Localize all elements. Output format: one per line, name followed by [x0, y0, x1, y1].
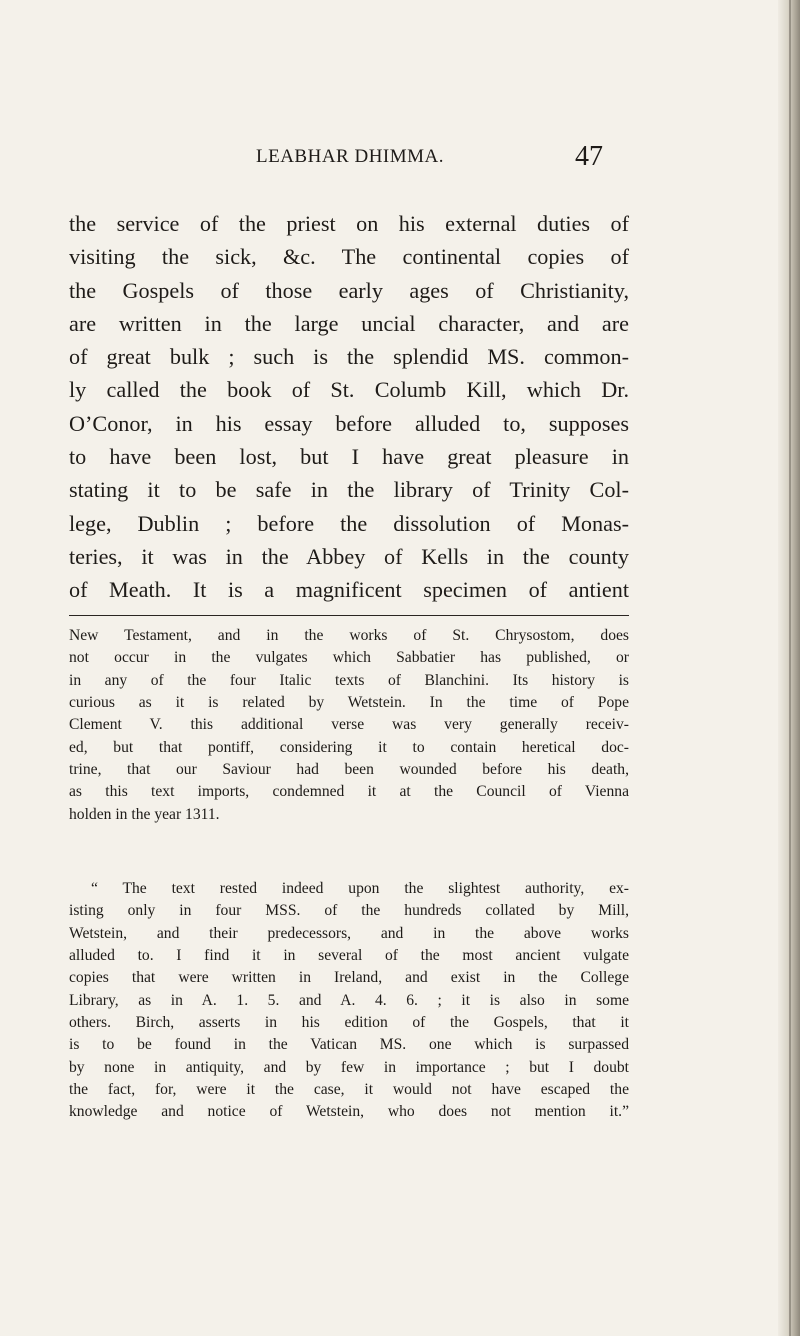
footnote-line: is to be found in the Vatican MS. one which is surpassed — [69, 1036, 629, 1054]
text-line: O’Conor, in his essay before alluded to, supposes — [69, 410, 629, 436]
text-line: the Gospels of those early ages of Christianity, — [69, 277, 629, 303]
book-spine-edge — [789, 0, 791, 1336]
footnote-line: New Testament, and in the works of St. Chrysostom, does — [69, 627, 629, 644]
footnote-paragraph-1 — [69, 625, 629, 826]
footnote-paragraph-2 — [69, 878, 629, 1124]
footnote-line: Clement V. this additional verse was very generally receiv- — [69, 716, 629, 734]
main-text — [69, 207, 629, 607]
text-line: to have been lost, but I have great pleasure in — [69, 444, 629, 470]
footnote-divider — [69, 615, 629, 616]
footnote-line: holden in the year 1311. — [69, 805, 220, 823]
footnote-line: trine, that our Saviour had been wounded before his death, — [69, 761, 629, 779]
text-line: of Meath. It is a magnificent specimen of antient — [69, 577, 629, 603]
footnote-line: Wetstein, and their predecessors, and in the above works — [69, 924, 629, 942]
page-number: 47 — [575, 141, 603, 172]
footnote-line: “ The text rested indeed upon the slightest authority, ex- — [91, 880, 629, 897]
footnote-line: knowledge and notice of Wetstein, who does not mention it.” — [69, 1103, 629, 1121]
text-line: teries, it was in the Abbey of Kells in the county — [69, 543, 629, 569]
footnote-line: curious as it is related by Wetstein. In the time of Pope — [69, 694, 629, 712]
footnote-line: others. Birch, asserts in his edition of the Gospels, that it — [69, 1014, 629, 1032]
text-line: of great bulk ; such is the splendid MS. common- — [69, 344, 629, 370]
footnote-line: alluded to. I find it in several of the most ancient vulgate — [69, 947, 629, 965]
text-line: are written in the large uncial character, and are — [69, 310, 629, 336]
footnote-line: Library, as in A. 1. 5. and A. 4. 6. ; it is also in some — [69, 991, 629, 1009]
page-header — [0, 141, 800, 186]
footnote-line: in any of the four Italic texts of Blanchini. Its history is — [69, 671, 629, 689]
footnote-line: as this text imports, condemned it at the Council of Vienna — [69, 783, 629, 801]
footnote-line: not occur in the vulgates which Sabbatier has published, or — [69, 649, 629, 667]
footnote-line: the fact, for, were it the case, it would not have escaped the — [69, 1081, 629, 1099]
text-line: stating it to be safe in the library of Trinity Col- — [69, 477, 629, 503]
footnote-line: isting only in four MSS. of the hundreds collated by Mill, — [69, 902, 629, 920]
text-line: ly called the book of St. Columb Kill, which Dr. — [69, 377, 629, 403]
text-line: the service of the priest on his external duties of — [69, 211, 629, 236]
footnote-line: copies that were written in Ireland, and exist in the College — [69, 969, 629, 987]
text-line: lege, Dublin ; before the dissolution of Monas- — [69, 510, 629, 536]
text-line: visiting the sick, &c. The continental copies of — [69, 244, 629, 270]
footnote-line: by none in antiquity, and by few in importance ; but I doubt — [69, 1058, 629, 1076]
footnote-line: ed, but that pontiff, considering it to contain heretical doc- — [69, 738, 629, 756]
running-head: LEABHAR DHIMMA. — [256, 146, 444, 167]
